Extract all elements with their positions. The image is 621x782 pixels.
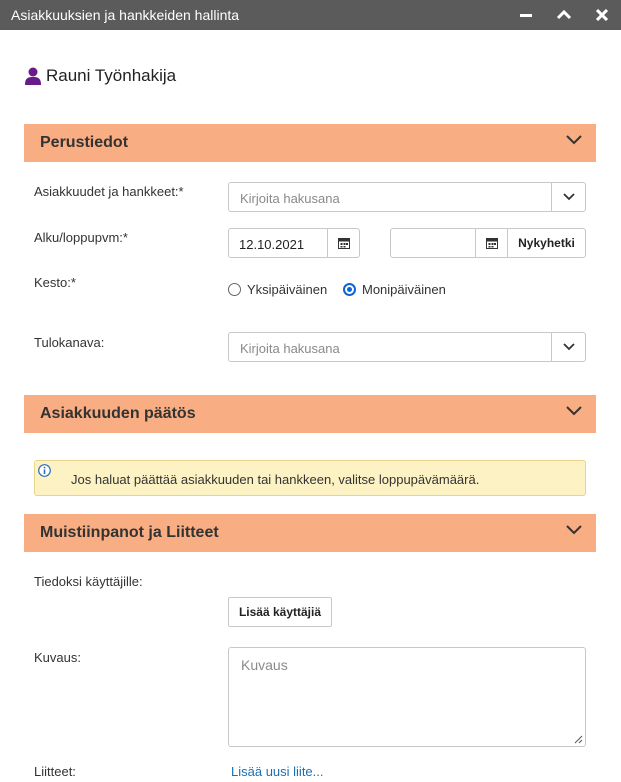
customership-placeholder: Kirjoita hakusana [240, 191, 340, 206]
share-users-label: Tiedoksi käyttäjille: [34, 574, 143, 589]
channel-dropdown-button[interactable] [551, 333, 585, 361]
now-button[interactable]: Nykyhetki [507, 229, 585, 257]
radio-single-day-label: Yksipäiväinen [247, 282, 328, 297]
start-date-calendar-button[interactable] [327, 229, 359, 257]
section-notes-label: Muistiinpanot ja Liitteet [40, 524, 219, 541]
end-date-calendar-button[interactable] [475, 229, 507, 257]
section-decision-label: Asiakkuuden päätös [40, 405, 196, 422]
customership-label: Asiakkuudet ja hankkeet:* [34, 184, 184, 199]
customership-combobox[interactable] [228, 182, 586, 212]
chevron-down-icon [563, 343, 575, 351]
add-attachment-link[interactable]: Lisää uusi liite... [231, 764, 324, 779]
radio-multi-day[interactable] [343, 282, 446, 297]
chevron-down-icon [566, 133, 582, 145]
chevron-down-icon [566, 523, 582, 535]
collapse-icon [557, 10, 571, 20]
section-notes[interactable] [24, 514, 596, 552]
info-icon [38, 464, 51, 477]
chevron-down-icon [563, 193, 575, 201]
section-decision[interactable] [24, 395, 596, 433]
duration-label: Kesto:* [34, 275, 76, 290]
description-textarea[interactable] [228, 647, 586, 747]
radio-multi-day-label: Monipäiväinen [362, 282, 446, 297]
customer-name: Rauni Työnhakija [46, 66, 177, 85]
channel-label: Tulokanava: [34, 335, 105, 350]
start-date-input[interactable] [228, 228, 360, 258]
section-basic-info[interactable] [24, 124, 596, 162]
calendar-icon [338, 237, 350, 249]
chevron-down-icon [566, 404, 582, 416]
window-title: Asiakkuuksien ja hankkeiden hallinta [11, 7, 240, 23]
section-basic-info-label: Perustiedot [40, 134, 129, 151]
close-icon [596, 9, 608, 21]
decision-info-text: Jos haluat päättää asiakkuuden tai hankkeen, valitse loppupävämäärä. [71, 472, 480, 487]
start-date-value: 12.10.2021 [239, 237, 305, 252]
minimize-button[interactable] [507, 0, 545, 30]
customer-header [24, 64, 176, 88]
window-titlebar [0, 0, 621, 30]
channel-placeholder: Kirjoita hakusana [240, 341, 340, 356]
collapse-button[interactable] [545, 0, 583, 30]
description-label: Kuvaus: [34, 650, 81, 665]
close-button[interactable] [583, 0, 621, 30]
radio-single-day[interactable] [228, 282, 327, 297]
end-date-input[interactable] [390, 228, 586, 258]
channel-combobox[interactable] [228, 332, 586, 362]
radio-multi-day-circle[interactable] [343, 283, 356, 296]
radio-single-day-circle[interactable] [228, 283, 241, 296]
dates-label: Alku/loppupvm:* [34, 230, 128, 245]
description-placeholder: Kuvaus [241, 657, 288, 673]
resize-grip-icon[interactable] [573, 734, 583, 744]
calendar-icon [486, 237, 498, 249]
add-users-button[interactable]: Lisää käyttäjiä [228, 597, 332, 627]
attachments-label: Liitteet: [34, 764, 76, 779]
person-icon [24, 67, 42, 85]
decision-info-box [34, 460, 586, 496]
customership-dropdown-button[interactable] [551, 183, 585, 211]
minimize-icon [520, 9, 532, 21]
